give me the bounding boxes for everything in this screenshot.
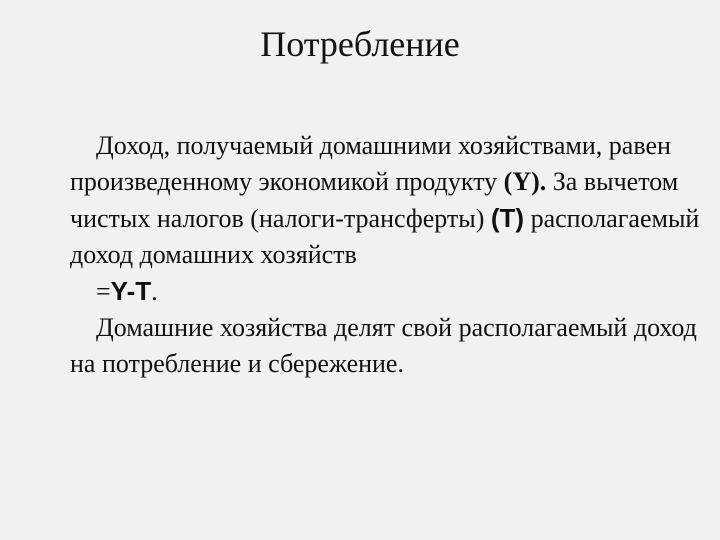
slide-body <box>70 128 700 382</box>
paragraph-income-text-b: За вычетом чистых налогов (налоги-трансферты) <box>70 167 679 233</box>
formula-expression: Y-T <box>110 276 152 306</box>
formula-period: . <box>151 277 158 306</box>
paragraph-income-text-a: Доход, получаемый домашними хозяйствами, равен произведенному экономикой продукту <box>70 131 671 196</box>
formula-line <box>70 273 700 310</box>
y-symbol: (Y). <box>503 167 547 196</box>
paragraph-income-text-c: располагаемый доход домашних хозяйств <box>70 204 700 269</box>
paragraph-income <box>70 128 700 273</box>
t-symbol: (Т) <box>490 203 525 233</box>
slide-title: Потребление <box>260 24 460 64</box>
paragraph-split: Домашние хозяйства делят свой располагаемый доход на потребление и сбережение. <box>70 313 697 378</box>
formula-equals: = <box>96 277 111 306</box>
